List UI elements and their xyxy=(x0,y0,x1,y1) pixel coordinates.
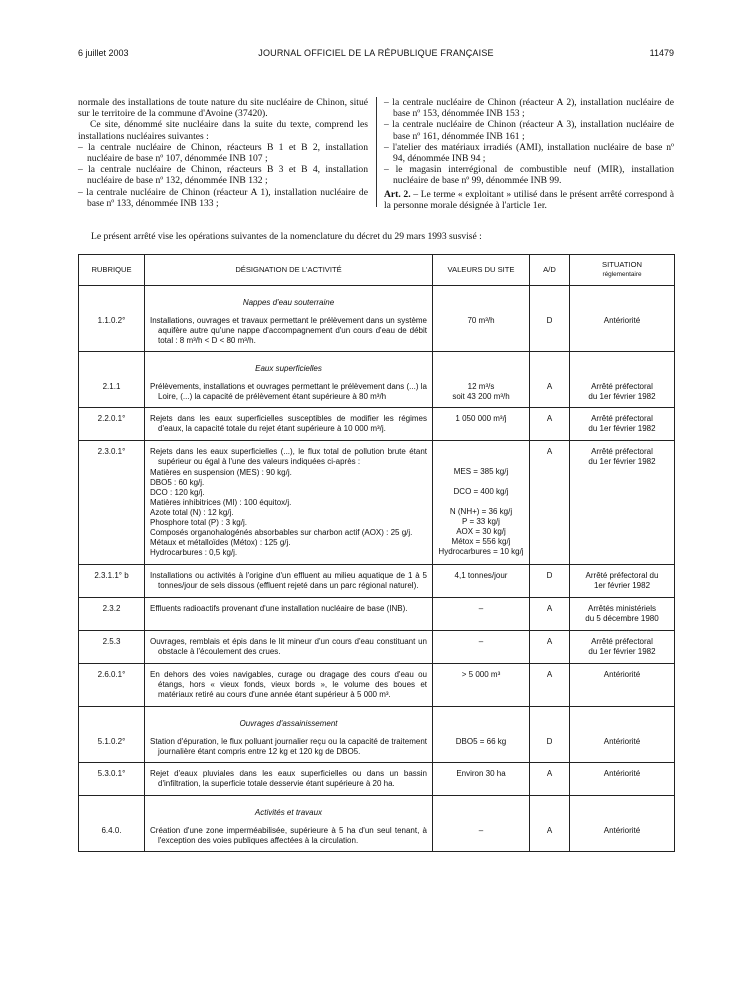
section-cell-blank xyxy=(79,796,145,822)
valeur-line: 4,1 tonnes/jour xyxy=(454,571,508,580)
section-row xyxy=(79,796,675,822)
cell-rubrique: 5.1.0.2° xyxy=(79,732,145,763)
situation-line: Arrêté préfectoral xyxy=(591,414,653,423)
cell-ad: A xyxy=(530,821,570,852)
situation-line: du 5 décembre 1980 xyxy=(585,614,659,623)
cell-valeurs xyxy=(433,631,530,664)
cell-ad: A xyxy=(530,598,570,631)
designation-line: Composés organohalogénés absorbables sur charbon actif (AOX) : 25 g/j. xyxy=(150,528,413,537)
column-divider xyxy=(376,97,377,207)
cell-rubrique: 2.6.0.1° xyxy=(79,664,145,707)
cell-rubrique: 5.3.0.1° xyxy=(79,763,145,796)
valeur-line xyxy=(433,447,529,457)
cell-situation xyxy=(570,377,675,408)
valeur-line: DCO = 400 kg/j xyxy=(453,487,509,496)
table-row xyxy=(79,631,675,664)
cell-ad: A xyxy=(530,377,570,408)
situation-line: Antériorité xyxy=(603,769,641,778)
situation-line: Antériorité xyxy=(603,670,641,679)
header-situation xyxy=(570,255,675,286)
preamble-left-column xyxy=(78,97,368,209)
valeur-line xyxy=(433,457,529,467)
cell-ad: A xyxy=(530,408,570,441)
situation-line: Antériorité xyxy=(603,826,641,835)
designation-line: Phosphore total (P) : 3 kg/j. xyxy=(150,518,247,527)
situation-line: du 1er février 1982 xyxy=(588,457,656,466)
situation-line: du 1er février 1982 xyxy=(588,424,656,433)
designation-line: Prélèvements, installations et ouvrages permettant le prélèvement dans (...) la Loire, (...) la capacité de prélèvement étant supérieure à 80 m³/h xyxy=(150,382,427,401)
designation-line: En dehors des voies navigables, curage ou dragage des cours d'eau ou étangs, hors « vieux fonds, vieux bords », le volume des boues et matériaux retiré au cours d'une année étant supérieur à 5 000 m³. xyxy=(150,670,427,699)
cell-situation xyxy=(570,664,675,707)
header-designation: DÉSIGNATION DE L'ACTIVITÉ xyxy=(145,255,433,286)
valeur-line: N (NH+) = 36 kg/j xyxy=(449,507,513,516)
designation-line: Rejet d'eaux pluviales dans les eaux superficielles ou dans un bassin d'infiltration, la superficie totale desservie étant supérieure à 20 ha. xyxy=(150,769,427,788)
valeur-line: > 5 000 m³ xyxy=(461,670,501,679)
cell-ad: D xyxy=(530,732,570,763)
designation-line: DCO : 120 kg/j. xyxy=(150,488,205,497)
header-situation-sub: réglementaire xyxy=(602,271,642,278)
designation-line: Hydrocarbures : 0,5 kg/j. xyxy=(150,548,238,557)
cell-designation xyxy=(145,377,433,408)
table-row xyxy=(79,598,675,631)
cell-designation xyxy=(145,441,433,565)
preamble-columns xyxy=(78,97,674,212)
cell-rubrique: 6.4.0. xyxy=(79,821,145,852)
valeur-line: Métox = 556 kg/j xyxy=(451,537,511,546)
table-row xyxy=(79,821,675,852)
cell-rubrique: 2.3.0.1° xyxy=(79,441,145,565)
cell-valeurs xyxy=(433,598,530,631)
header-situation-label: SITUATION xyxy=(602,260,642,269)
cell-situation xyxy=(570,598,675,631)
list-item: – la centrale nucléaire de Chinon, réacteurs B 3 et B 4, installation nucléaire de base nº 132, dénommée INB 132 ; xyxy=(78,164,368,187)
cell-valeurs xyxy=(433,377,530,408)
cell-ad: D xyxy=(530,565,570,598)
designation-line: Installations, ouvrages et travaux permettant le prélèvement dans un système aquifère autre qu'une nappe d'accompagnement d'un cours d'eau de débit total : 8 m³/h < D < 80 m³/h. xyxy=(150,316,427,345)
cell-situation xyxy=(570,763,675,796)
article-text: – Le terme « exploitant » utilisé dans le présent arrêté correspond à la personne morale désignée à l'article 1er. xyxy=(384,188,674,211)
cell-designation xyxy=(145,664,433,707)
situation-line: du 1er février 1982 xyxy=(588,392,656,401)
table-row xyxy=(79,565,675,598)
cell-designation xyxy=(145,763,433,796)
section-cell-blank xyxy=(530,796,570,822)
cell-rubrique: 2.3.2 xyxy=(79,598,145,631)
cell-situation xyxy=(570,821,675,852)
cell-situation xyxy=(570,565,675,598)
cell-designation xyxy=(145,311,433,352)
cell-ad: A xyxy=(530,441,570,565)
cell-rubrique: 2.1.1 xyxy=(79,377,145,408)
cell-ad: A xyxy=(530,763,570,796)
section-cell-blank xyxy=(530,286,570,312)
cell-situation xyxy=(570,311,675,352)
cell-valeurs xyxy=(433,441,530,565)
section-cell-blank xyxy=(570,352,675,378)
section-cell-blank xyxy=(530,352,570,378)
situation-line: Arrêté préfectoral xyxy=(591,382,653,391)
section-title: Eaux superficielles xyxy=(145,352,433,378)
installations-list-continued xyxy=(384,97,674,187)
journal-title: JOURNAL OFFICIEL DE LA RÉPUBLIQUE FRANÇAISE xyxy=(258,48,494,58)
cell-designation xyxy=(145,598,433,631)
header-valeurs: VALEURS DU SITE xyxy=(433,255,530,286)
cell-valeurs xyxy=(433,565,530,598)
valeur-line: P = 33 kg/j xyxy=(462,517,500,526)
cell-valeurs xyxy=(433,408,530,441)
table-intro: Le présent arrêté vise les opérations suivantes de la nomenclature du décret du 29 mars 1993 susvisé : xyxy=(91,231,482,242)
section-cell-blank xyxy=(570,796,675,822)
cell-situation xyxy=(570,631,675,664)
valeur-line: 1 050 000 m³/j xyxy=(455,414,507,423)
valeur-line: – xyxy=(478,637,484,646)
header-rubrique: RUBRIQUE xyxy=(79,255,145,286)
designation-line: Rejets dans les eaux superficielles susceptibles de modifier les régimes d'eaux, la capacité totale du rejet étant supérieure à 10 000 m³/j. xyxy=(150,414,427,433)
section-cell-blank xyxy=(79,286,145,312)
table-body xyxy=(79,286,675,852)
designation-line: Ouvrages, remblais et épis dans le lit mineur d'un cours d'eau constituant un obstacle à l'écoulement des crues. xyxy=(150,637,427,656)
valeur-line xyxy=(433,477,529,487)
situation-line: Arrêtés ministériels xyxy=(587,604,656,613)
designation-line: Effluents radioactifs provenant d'une installation nucléaire de base (INB). xyxy=(150,604,408,613)
valeur-line: soit 43 200 m³/h xyxy=(452,392,510,401)
cell-ad: D xyxy=(530,311,570,352)
section-cell-blank xyxy=(79,707,145,733)
designation-line: Station d'épuration, le flux polluant journalier reçu ou la capacité de traitement journalière étant compris entre 12 kg et 120 kg de DBO5. xyxy=(150,737,427,756)
designation-line: Matières inhibitrices (MI) : 100 équitox/j. xyxy=(150,498,292,507)
situation-line: Arrêté préfectoral du xyxy=(585,571,659,580)
table-row xyxy=(79,408,675,441)
section-cell-blank xyxy=(530,707,570,733)
section-cell-blank xyxy=(433,352,530,378)
page-number: 11479 xyxy=(649,48,674,58)
cell-situation xyxy=(570,441,675,565)
section-cell-blank xyxy=(570,286,675,312)
situation-line: Arrêté préfectoral xyxy=(591,447,653,456)
designation-line: Métaux et métalloïdes (Métox) : 125 g/j. xyxy=(150,538,291,547)
section-title: Activités et travaux xyxy=(145,796,433,822)
cell-designation xyxy=(145,565,433,598)
header-ad: A/D xyxy=(530,255,570,286)
page-header xyxy=(78,48,674,62)
cell-rubrique: 1.1.0.2° xyxy=(79,311,145,352)
designation-line: DBO5 : 60 kg/j. xyxy=(150,478,205,487)
valeur-line: 12 m³/s xyxy=(467,382,495,391)
designation-line: Rejets dans les eaux superficielles (...), le flux total de pollution brute étant supérieur ou égal à l'une des valeurs indiquées ci-après : xyxy=(150,447,427,466)
situation-line: 1er février 1982 xyxy=(593,581,651,590)
section-title: Nappes d'eau souterraine xyxy=(145,286,433,312)
cell-situation xyxy=(570,732,675,763)
list-item: – le magasin interrégional de combustible neuf (MIR), installation nucléaire de base nº 99, dénommée INB 99. xyxy=(384,164,674,187)
section-cell-blank xyxy=(433,796,530,822)
list-item: – la centrale nucléaire de Chinon, réacteurs B 1 et B 2, installation nucléaire de base nº 107, dénommée INB 107 ; xyxy=(78,141,368,165)
article-2 xyxy=(384,189,674,211)
section-title: Ouvrages d'assainissement xyxy=(145,707,433,733)
cell-ad: A xyxy=(530,631,570,664)
preamble-right-column xyxy=(384,97,674,211)
preamble-paragraph: Ce site, dénommé site nucléaire dans la suite du texte, comprend les installations nucléaires suivantes : xyxy=(78,119,368,142)
cell-rubrique: 2.3.1.1° b xyxy=(79,565,145,598)
cell-valeurs xyxy=(433,664,530,707)
valeur-line: – xyxy=(478,604,484,613)
section-cell-blank xyxy=(79,352,145,378)
table-row xyxy=(79,763,675,796)
situation-line: Antériorité xyxy=(603,316,641,325)
table-row xyxy=(79,377,675,408)
valeur-line: MES = 385 kg/j xyxy=(453,467,509,476)
cell-designation xyxy=(145,408,433,441)
section-cell-blank xyxy=(433,707,530,733)
list-item: – l'atelier des matériaux irradiés (AMI), installation nucléaire de base nº 94, dénommée INB 94 ; xyxy=(384,141,674,165)
table-row xyxy=(79,732,675,763)
cell-valeurs xyxy=(433,821,530,852)
list-item: – la centrale nucléaire de Chinon (réacteur A 2), installation nucléaire de base nº 153, dénommée INB 153 ; xyxy=(384,97,674,120)
valeur-line: AOX = 30 kg/j xyxy=(456,527,506,536)
section-cell-blank xyxy=(570,707,675,733)
situation-line: du 1er février 1982 xyxy=(588,647,656,656)
valeur-line xyxy=(433,497,529,507)
cell-valeurs xyxy=(433,311,530,352)
article-label: Art. 2. xyxy=(384,188,411,200)
cell-designation xyxy=(145,631,433,664)
valeur-line: Environ 30 ha xyxy=(456,769,506,778)
cell-ad: A xyxy=(530,664,570,707)
section-row xyxy=(79,707,675,733)
designation-line: Matières en suspension (MES) : 90 kg/j. xyxy=(150,468,292,477)
cell-designation xyxy=(145,732,433,763)
cell-valeurs xyxy=(433,763,530,796)
preamble-paragraph: normale des installations de toute nature du site nucléaire de Chinon, situé sur le territoire de la commune d'Avoine (37420). xyxy=(78,97,368,120)
situation-line: Arrêté préfectoral xyxy=(591,637,653,646)
table-row xyxy=(79,311,675,352)
valeur-line: Hydrocarbures = 10 kg/j xyxy=(438,547,524,556)
section-row xyxy=(79,286,675,312)
installations-list xyxy=(78,142,368,209)
designation-line: Installations ou activités à l'origine d'un effluent au milieu aquatique de 1 à 5 tonnes/jour de sels dissous (effluent rejeté dans un parc régional naturel). xyxy=(150,571,427,590)
cell-rubrique: 2.2.0.1° xyxy=(79,408,145,441)
table-row xyxy=(79,664,675,707)
cell-rubrique: 2.5.3 xyxy=(79,631,145,664)
cell-designation xyxy=(145,821,433,852)
situation-line: Antériorité xyxy=(603,737,641,746)
cell-valeurs xyxy=(433,732,530,763)
valeur-line: 70 m³/h xyxy=(467,316,495,325)
table-row xyxy=(79,441,675,565)
table-header-row xyxy=(79,255,675,286)
valeur-line: DBO5 = 66 kg xyxy=(455,737,507,746)
designation-line: Création d'une zone imperméabilisée, supérieure à 5 ha d'un seul tenant, à l'exception des voies publiques affectées à la circulation. xyxy=(150,826,427,845)
valeur-line: – xyxy=(478,826,484,835)
section-cell-blank xyxy=(433,286,530,312)
cell-situation xyxy=(570,408,675,441)
designation-line: Azote total (N) : 12 kg/j. xyxy=(150,508,234,517)
nomenclature-table xyxy=(78,254,675,852)
list-item: – la centrale nucléaire de Chinon (réacteur A 1), installation nucléaire de base nº 133, dénommée INB 133 ; xyxy=(78,186,368,209)
list-item: – la centrale nucléaire de Chinon (réacteur A 3), installation nucléaire de base nº 161, dénommée INB 161 ; xyxy=(384,119,674,142)
header-date: 6 juillet 2003 xyxy=(78,48,129,58)
section-row xyxy=(79,352,675,378)
